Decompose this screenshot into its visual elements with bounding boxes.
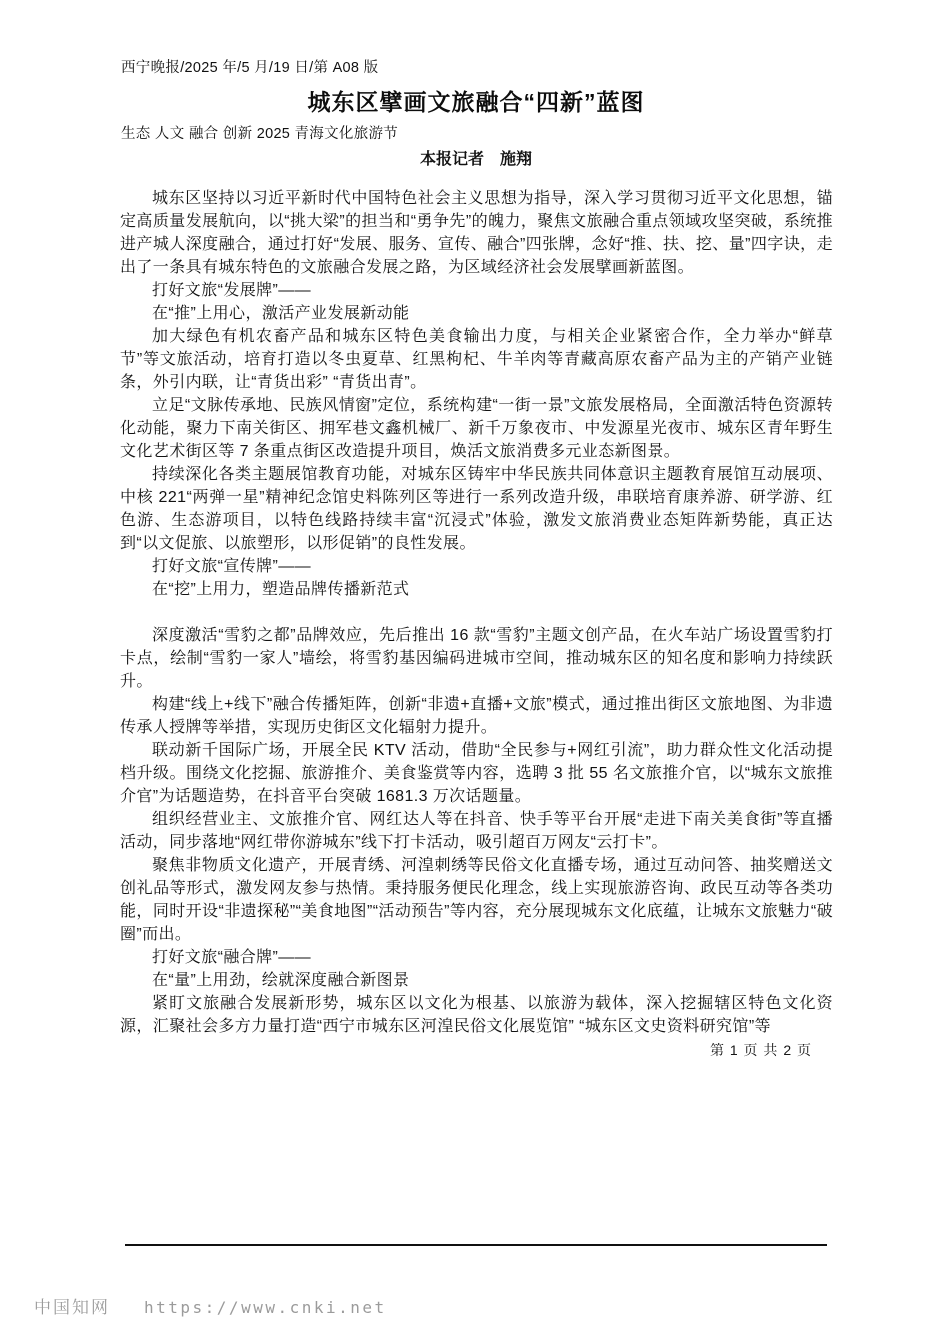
column-line: 生态 人文 融合 创新 2025 青海文化旅游节	[121, 126, 399, 142]
section-heading: 在“量”上用劲，绘就深度融合新图景	[152, 972, 410, 989]
article-paragraph: 构建“线上+线下”融合传播矩阵，创新“非遗+直播+文旅”模式，通过推出街区文旅地图、为非遗传承人授牌等举措，实现历史街区文化辐射力提升。	[120, 696, 833, 736]
article-paragraph: 深度激活“雪豹之都”品牌效应，先后推出 16 款“雪豹”主题文创产品，在火车站广场设置雪豹打卡点，绘制“雪豹一家人”墙绘，将雪豹基因编码进城市空间，推动城东区的知名度和影响力持续跃升。	[120, 627, 833, 690]
cnki-brand-label: 中国知网	[34, 1298, 110, 1317]
article-paragraph: 加大绿色有机农畜产品和城东区特色美食输出力度，与相关企业紧密合作，全力举办“鲜草节”等文旅活动，培育打造以冬虫夏草、红黑枸杞、牛羊肉等青藏高原农畜产品为主的产销产业链条，外引内联，让“青货出彩” “青货出青”。	[120, 328, 833, 391]
section-heading: 在“挖”上用力，塑造品牌传播新范式	[152, 581, 410, 598]
article-title: 城东区擘画文旅融合“四新”蓝图	[307, 89, 645, 115]
section-heading: 打好文旅“宣传牌”——	[152, 558, 312, 575]
section-heading: 打好文旅“融合牌”——	[152, 949, 312, 966]
article-paragraph: 城东区坚持以习近平新时代中国特色社会主义思想为指导，深入学习贯彻习近平文化思想，锚定高质量发展航向，以“挑大梁”的担当和“勇争先”的魄力，聚焦文旅融合重点领域攻坚突破，系统推进产城人深度融合，通过打好“发展、服务、宣传、融合”四张牌，念好“推、扶、挖、量”四字诀，走出了一条具有城东特色的文旅融合发展之路，为区域经济社会发展擘画新蓝图。	[120, 190, 833, 276]
article-paragraph: 组织经营业主、文旅推介官、网红达人等在抖音、快手等平台开展“走进下南关美食街”等直播活动，同步落地“网红带你游城东”线下打卡活动，吸引超百万网友“云打卡”。	[120, 811, 833, 851]
article-paragraph: 聚焦非物质文化遗产，开展青绣、河湟刺绣等民俗文化直播专场，通过互动问答、抽奖赠送文创礼品等形式，激发网友参与热情。秉持服务便民化理念，线上实现旅游咨询、政民互动等各类功能，同时开设“非遗探秘”“美食地图”“活动预告”等内容，充分展现城东文化底蕴，让城东文旅魅力“破圈”而出。	[120, 857, 833, 943]
page-number: 第 1 页 共 2 页	[709, 1042, 812, 1058]
cnki-url-link[interactable]: https://www.cnki.net	[144, 1298, 387, 1317]
article-paragraph: 持续深化各类主题展馆教育功能，对城东区铸牢中华民族共同体意识主题教育展馆互动展项、中核 221“两弹一星”精神纪念馆史料陈列区等进行一系列改造升级，串联培育康养游、研学游、红色游、生态游项目，以特色线路持续丰富“沉浸式”体验，激发文旅消费业态矩阵新势能，真正达到“以文促旅、以旅塑形，以形促销”的良性发展。	[120, 466, 833, 552]
section-heading: 在“推”上用心，激活产业发展新动能	[152, 305, 410, 322]
section-heading: 打好文旅“发展牌”——	[152, 282, 312, 299]
footer-divider	[125, 1244, 827, 1246]
article-paragraph: 联动新千国际广场，开展全民 KTV 活动，借助“全民参与+网红引流”，助力群众性文化活动提档升级。围绕文化挖掘、旅游推介、美食鉴赏等内容，选聘 3 批 55 名文旅推介官，以“城东文旅推介官”为话题造势，在抖音平台突破 1681.3 万次话题量。	[120, 742, 833, 805]
article-paragraph: 紧盯文旅融合发展新形势，城东区以文化为根基、以旅游为载体，深入挖掘辖区特色文化资源，汇聚社会多方力量打造“西宁市城东区河湟民俗文化展览馆” “城东区文史资料研究馆”等	[120, 995, 833, 1035]
cnki-watermark	[34, 1293, 387, 1318]
source-line: 西宁晚报/2025 年/5 月/19 日/第 A08 版	[121, 60, 379, 76]
byline: 本报记者 施翔	[419, 151, 532, 168]
article-body	[120, 187, 833, 1038]
article-paragraph: 立足“文脉传承地、民族风情窗”定位，系统构建“一街一景”文旅发展格局，全面激活特色资源转化动能，聚力下南关街区、拥军巷文鑫机械厂、新千万象夜市、中发源星光夜市、城东区青年野生文化艺术街区等 7 条重点街区改造提升项目，焕活文旅消费多元业态新图景。	[120, 397, 833, 460]
